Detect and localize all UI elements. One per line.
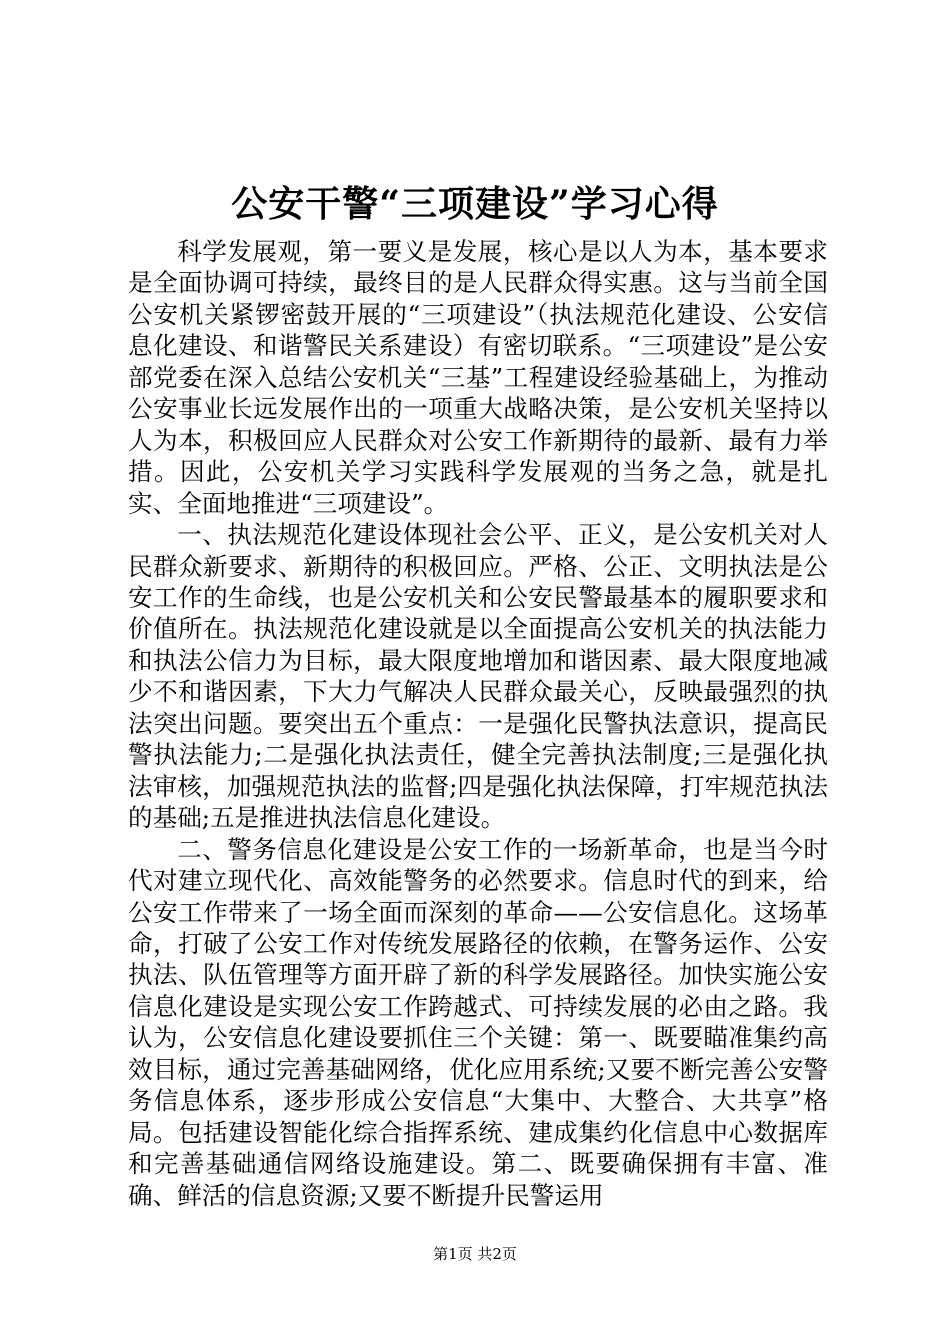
page-number-footer: 第1页 共2页: [433, 1245, 517, 1263]
paragraph-law-enforcement: 一、执法规范化建设体现社会公平、正义，是公安机关对人民群众新要求、新期待的积极回应。严格、公正、文明执法是公安工作的生命线，也是公安机关和公安民警最基本的履职要求和价值所在。执法规范化建设就是以全面提高公安机关的执法能力和执法公信力为目标，最大限度地增加和谐因素、最大限度地减少不和谐因素，下大力气解决人民群众最关心，反映最强烈的执法突出问题。要突出五个重点：一是强化民警执法意识，提高民警执法能力;二是强化执法责任，健全完善执法制度;三是强化执法审核，加强规范执法的监督;四是强化执法保障，打牢规范执法的基础;五是推进执法信息化建设。: [128, 520, 828, 833]
paragraph-informatization: 二、警务信息化建设是公安工作的一场新革命，也是当今时代对建立现代化、高效能警务的必然要求。信息时代的到来，给公安工作带来了一场全面而深刻的革命——公安信息化。这场革命，打破了公安工作对传统发展路径的依赖，在警务运作、公安执法、队伍管理等方面开辟了新的科学发展路径。加快实施公安信息化建设是实现公安工作跨越式、可持续发展的必由之路。我认为，公安信息化建设要抓住三个关键：第一、既要瞄准集约高效目标，通过完善基础网络，优化应用系统;又要不断完善公安警务信息体系，逐步形成公安信息“大集中、大整合、大共享”格局。包括建设智能化综合指挥系统、建成集约化信息中心数据库和完善基础通信网络设施建设。第二、既要确保拥有丰富、准确、鲜活的信息资源;又要不断提升民警运用: [128, 834, 828, 1210]
paragraph-intro: 科学发展观，第一要义是发展，核心是以人为本，基本要求是全面协调可持续，最终目的是人民群众得实惠。这与当前全国公安机关紧锣密鼓开展的“三项建设”（执法规范化建设、公安信息化建设、和谐警民关系建设）有密切联系。“三项建设”是公安部党委在深入总结公安机关“三基”工程建设经验基础上，为推动公安事业长远发展作出的一项重大战略决策，是公安机关坚持以人为本，积极回应人民群众对公安工作新期待的最新、最有力举措。因此，公安机关学习实践科学发展观的当务之急，就是扎实、全面地推进“三项建设”。: [128, 237, 828, 518]
document-body: [128, 236, 828, 1211]
document-title: 公安干警“三项建设”学习心得: [231, 183, 719, 225]
